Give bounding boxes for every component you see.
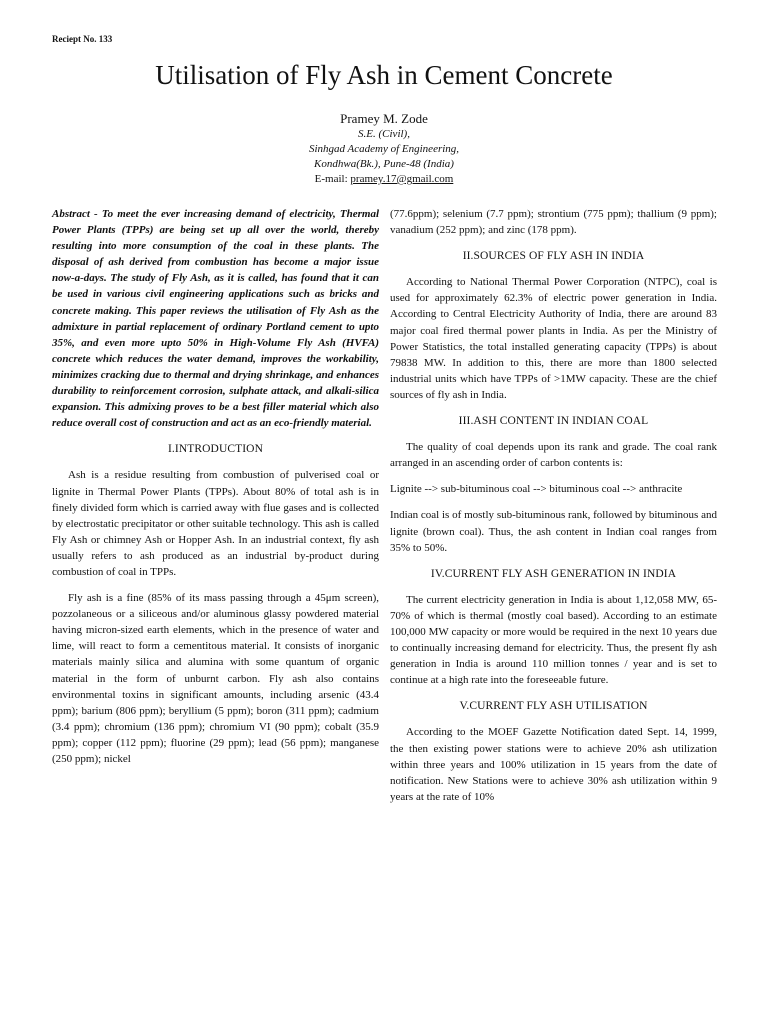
section-heading-generation: IV.CURRENT FLY ASH GENERATION IN INDIA [430, 567, 677, 580]
intro-paragraph-2-continued: (77.6ppm); selenium (7.7 ppm); strontium (775 ppm); thallium (9 ppm); vanadium (252 ppm); and zinc (178 ppm). [390, 208, 717, 237]
ash-content-paragraph-3: Indian coal is of mostly sub-bituminous rank, followed by bituminous and lignite (brown coal). Thus, the ash content in Indian coal ranges from 35% to 50%. [390, 509, 717, 554]
section-heading-ash-content: III.ASH CONTENT IN INDIAN COAL [458, 415, 649, 428]
abstract: Abstract - To meet the ever increasing demand of electricity, Thermal Power Plants (TPPs) are being set up all over the world, thereby resulting into more consumption of the coal in these plants. The disposal of ash derived from combustion has become a major issue now-a-days. The study of Fly Ash, as it is called, has found that it can be used in various civil engineering applications such as bricks and concrete making. This paper reviews the utilisation of Fly Ash as the admixture in partial replacement of ordinary Portland cement to upto 35%, and even more upto 50% in High-Volume Fly Ash (HVFA) concrete which reduces the water demand, improves the workability, minimizes cracking due to thermal and drying shrinkage, and enhances durability to reinforcement corrosion, sulphate attack, and alkali-silica expansion. This admixing proves to be a best filler material which also reduce overall cost of construction and act as an eco-friendly material. [52, 208, 379, 430]
sources-paragraph: According to National Thermal Power Corporation (NTPC), coal is used for approximately 62.3% of electric power generation in India. According to Central Electricity Authority of India, there are around 83 major coal fired thermal power plants in India. As per the Ministry of Power Statistics, the total installed generating capacity (TPPs) is about 79838 MW. In addition to this, there are more than 1800 selected industrial units which have TPPs of >1MW capacity. These are the chief sources of fly ash in India. [390, 276, 717, 401]
section-heading-utilisation: V.CURRENT FLY ASH UTILISATION [459, 700, 648, 713]
left-column [52, 206, 379, 767]
receipt-number: Reciept No. 133 [52, 34, 113, 44]
ash-content-paragraph-2: Lignite --> sub-bituminous coal --> bituminous coal --> anthracite [390, 483, 683, 496]
author-name: Pramey M. Zode [340, 111, 428, 126]
section-heading-introduction: I.INTRODUCTION [168, 443, 263, 456]
author-institute: Sinhgad Academy of Engineering, [308, 143, 460, 155]
intro-paragraph-1: Ash is a residue resulting from combustion of pulverised coal or lignite in Thermal Power Plants (TPPs). About 80% of total ash is in finely divided form which is carried away with flue gases and is collected by electrostatic precipitator or other suitable technology. This ash is called Fly Ash or chimney Ash or Hopper Ash. In an industrial context, fly ash usually refers to ash produced as an industrial by-product during combustion of coal in TPPs. [52, 469, 379, 578]
email-label: E-mail: [314, 173, 351, 185]
intro-paragraph-2: Fly ash is a fine (85% of its mass passing through a 45μm screen), pozzolaneous or a siliceous and/or aluminous glassy powdered material having micron-sized earth elements, which in the presence of water and lime, will react to form a cementitous material. It consists of inorganic materials mainly silica and alumina with some quantum of organic material in the form of unburnt carbon. Fly ash also contains environmental toxins in significant amounts, including arsenic (43.4 ppm); barium (806 ppm); beryllium (5 ppm); boron (311 ppm); cadmium (3.4 ppm); chromium (136 ppm); chromium VI (90 ppm); cobalt (35.9 ppm); copper (112 ppm); fluorine (29 ppm); lead (56 ppm); manganese (250 ppm); nickel [52, 592, 379, 765]
generation-paragraph: The current electricity generation in India is about 1,12,058 MW, 65-70% of which is thermal (mostly coal based). According to an estimate 100,000 MW capacity or more would be required in the next 10 years due to continually increasing demand for electricity. Thus, the present fly ash generation in India is around 110 million tonnes / year and is set to continue at a high rate into the foreseeable future. [390, 593, 717, 687]
email-link[interactable]: pramey.17@gmail.com [350, 173, 454, 185]
utilisation-paragraph: According to the MOEF Gazette Notification dated Sept. 14, 1999, the then existing power stations were to achieve 20% ash utilization within three years and 100% utilization in 15 years from the date of notification. New Stations were to achieve 30% ash utilization within 9 years at the rate of 10% [390, 726, 717, 803]
section-heading-sources: II.SOURCES OF FLY ASH IN INDIA [462, 250, 645, 263]
author-address: Kondhwa(Bk.), Pune-48 (India) [314, 158, 454, 170]
right-column [390, 206, 717, 805]
author-email-line [0, 172, 768, 187]
author-block [0, 110, 768, 187]
author-degree: S.E. (Civil), [358, 128, 410, 140]
ash-content-paragraph-1: The quality of coal depends upon its rank and grade. The coal rank arranged in an ascending order of carbon contents is: [390, 441, 717, 470]
paper-title: Utilisation of Fly Ash in Cement Concrete [155, 60, 613, 90]
